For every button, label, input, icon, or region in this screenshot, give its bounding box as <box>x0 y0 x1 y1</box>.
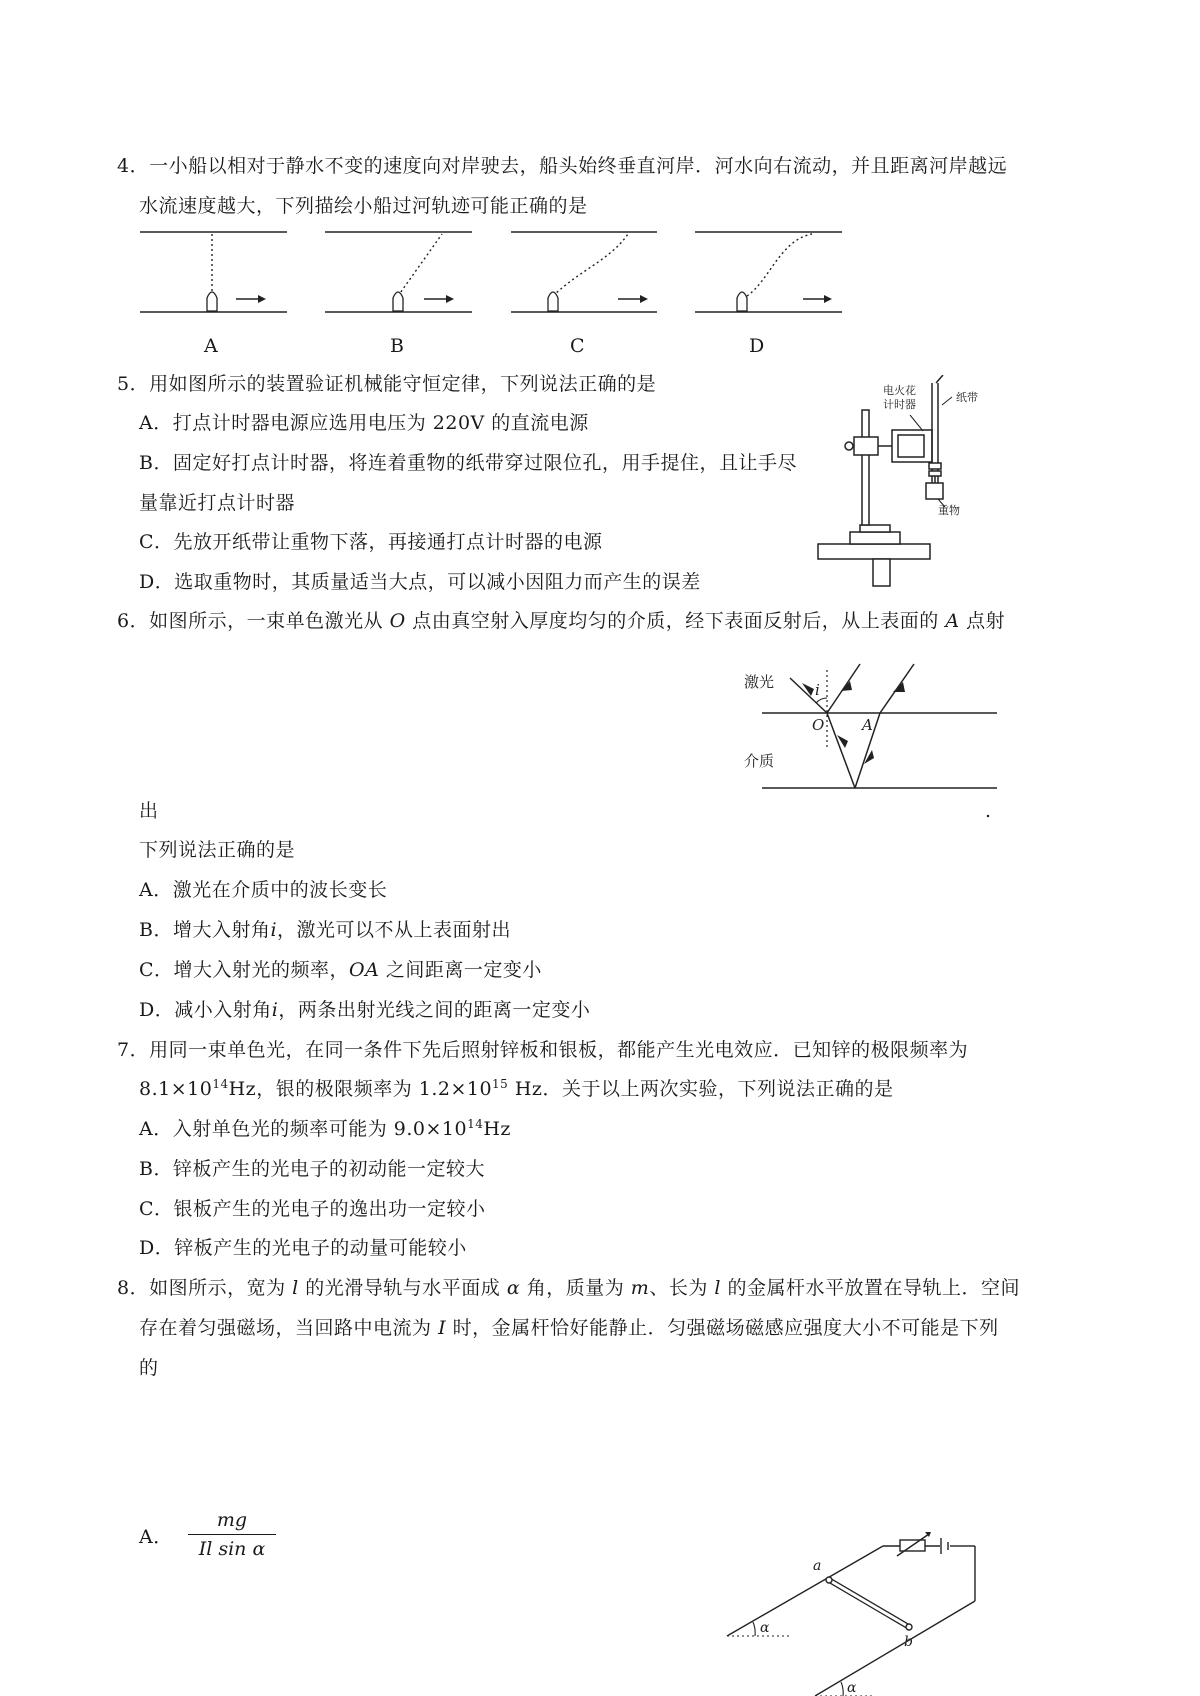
q8-text-1b: 的光滑导轨与水平面成 <box>305 1277 501 1299</box>
q5-stem-text: 用如图所示的装置验证机械能守恒定律，下列说法正确的是 <box>149 373 657 395</box>
q4-text-1: 一小船以相对于静水不变的速度向对岸驶去，船头始终垂直河岸．河水向右流动，并且距离河岸越远 <box>149 155 1008 177</box>
q7-zinc-freq: 8.1×10 <box>139 1078 213 1100</box>
q8-line-2 <box>139 1315 999 1341</box>
q7-option-a-text: A．入射单色光的频率可能为 9.0×10 <box>139 1118 468 1140</box>
q7-option-d: D．锌板产生的光电子的动量可能较小 <box>139 1237 467 1259</box>
q6-stem-tail: 出 <box>139 800 159 822</box>
q8-option-a-label: A． <box>139 1526 173 1548</box>
q4-figures <box>0 0 1200 370</box>
q5-apparatus-figure <box>810 375 1010 595</box>
q6-option-b-text-2: ，激光可以不从上表面射出 <box>277 919 512 941</box>
q8-fig-a-label: a <box>813 1558 822 1574</box>
q4-label-a: A <box>204 335 219 357</box>
q7-text-1: 用同一束单色光，在同一条件下先后照射锌板和银板，都能产生光电效应．已知锌的极限频率为 <box>149 1039 969 1061</box>
q4-number: 4． <box>117 155 150 177</box>
q8-text-1c: 角，质量为 <box>526 1277 625 1299</box>
q7-line-2 <box>139 1076 893 1102</box>
q8-text-2a: 存在着匀强磁场，当回路中电流为 <box>139 1317 432 1339</box>
q7-option-a <box>139 1116 511 1142</box>
q8-number: 8． <box>117 1277 150 1299</box>
q7-option-a-unit: Hz <box>483 1118 511 1140</box>
q6-var-o: O <box>389 610 406 632</box>
q6-stem-period: . <box>985 800 992 822</box>
q8-fig-alpha-label-2: α <box>847 1680 857 1696</box>
q8-var-i: I <box>438 1317 447 1339</box>
q7-option-c: C．银板产生的光电子的逸出功一定较小 <box>139 1198 486 1220</box>
q4-text-2: 水流速度越大，下列描绘小船过河轨迹可能正确的是 <box>139 195 588 217</box>
q6-option-b <box>139 917 511 943</box>
q6-stem-part-1: 如图所示，一束单色激光从 <box>149 610 384 632</box>
q8-text-1d: 、长为 <box>649 1277 708 1299</box>
q7-silver-freq: Hz，银的极限频率为 1.2×10 <box>228 1078 493 1100</box>
q8-var-l: l <box>292 1277 299 1299</box>
q4-figure-c <box>511 232 657 312</box>
q6-fig-medium-label: 介质 <box>744 752 775 770</box>
q6-option-d-text-2: ，两条出射光线之间的距离一定变小 <box>278 999 591 1021</box>
q4-label-b: B <box>390 335 405 357</box>
q6-fig-a-label: A <box>862 716 873 734</box>
q4-figure-d <box>695 232 842 312</box>
q6-option-c-var: OA <box>349 959 380 981</box>
q8-text-1e: 的金属杆水平放置在导轨上．空间 <box>727 1277 1021 1299</box>
q6-stem-part-3: 点射 <box>966 610 1006 632</box>
q6-stem <box>117 608 1005 634</box>
q8-rail-figure <box>715 1526 1015 1696</box>
q8-option-a-numerator: mg <box>216 1509 248 1531</box>
q5-fig-timer-label-2: 计时器 <box>883 398 916 411</box>
q4-label-d: D <box>749 335 765 357</box>
q6-number: 6． <box>117 610 150 632</box>
q5-number: 5． <box>117 373 150 395</box>
q6-option-c <box>139 957 542 983</box>
q4-figure-a <box>140 232 287 312</box>
q5-option-a: A．打点计时器电源应选用电压为 220V 的直流电源 <box>139 412 589 434</box>
q5-option-b-line-1: B．固定好打点计时器，将连着重物的纸带穿过限位孔，用手提住，且让手尽 <box>139 452 797 474</box>
q5-option-c: C．先放开纸带让重物下落，再接通打点计时器的电源 <box>139 531 603 553</box>
q7-option-a-exp: 14 <box>467 1117 484 1131</box>
q7-line-1 <box>117 1037 968 1063</box>
q8-var-l-2: l <box>714 1277 721 1299</box>
q5-option-d: D．选取重物时，其质量适当大点，可以减小因阻力而产生的误差 <box>139 571 701 593</box>
q6-fig-laser-label: 激光 <box>744 673 775 691</box>
q6-option-d-text-1: D．减小入射角 <box>139 999 272 1021</box>
fraction-bar <box>188 1534 276 1535</box>
q4-figure-b <box>325 232 472 312</box>
q6-option-b-var: i <box>270 919 278 941</box>
q8-option-a-denominator: Il sin α <box>198 1538 266 1560</box>
q8-var-alpha: α <box>506 1277 521 1299</box>
q5-option-b-line-2: 量靠近打点计时器 <box>139 492 296 514</box>
q6-option-b-text-1: B．增大入射角 <box>139 919 271 941</box>
q8-fig-b-label: b <box>904 1634 913 1650</box>
q6-refraction-figure <box>742 650 1002 810</box>
q7-zinc-exp: 14 <box>212 1077 229 1091</box>
q5-stem <box>117 371 656 397</box>
q6-var-a: A <box>945 610 960 632</box>
q6-stem-part-2: 点由真空射入厚度均匀的介质，经下表面反射后，从上表面的 <box>412 610 939 632</box>
q6-prompt: 下列说法正确的是 <box>139 839 296 861</box>
q5-fig-weight-label: 重物 <box>938 504 960 517</box>
q6-fig-o-label: O <box>812 716 825 734</box>
q7-text-2: Hz．关于以上两次实验，下列说法正确的是 <box>508 1078 894 1100</box>
q8-text-2b: 时，金属杆恰好能静止．匀强磁场磁感应强度大小不可能是下列 <box>452 1317 999 1339</box>
q5-fig-tape-label: 纸带 <box>956 391 978 404</box>
q6-option-a: A．激光在介质中的波长变长 <box>139 879 388 901</box>
q8-fig-alpha-label-1: α <box>760 1620 770 1636</box>
q8-option-a-fraction <box>188 1508 276 1561</box>
q6-option-c-text-1: C．增大入射光的频率， <box>139 959 350 981</box>
q6-fig-i-label: i <box>815 681 820 699</box>
q5-fig-timer-label-1: 电火花 <box>883 384 916 397</box>
q8-line-1 <box>117 1275 1020 1301</box>
q7-silver-exp: 15 <box>492 1077 509 1091</box>
q7-option-b: B．锌板产生的光电子的初动能一定较大 <box>139 1158 485 1180</box>
q4-label-c: C <box>570 335 586 357</box>
q6-option-d-var: i <box>271 999 279 1021</box>
q8-var-m: m <box>630 1277 650 1299</box>
q8-line-3: 的 <box>139 1357 159 1379</box>
q6-option-d <box>139 997 590 1023</box>
q7-number: 7． <box>117 1039 150 1061</box>
q8-text-1a: 如图所示，宽为 <box>149 1277 286 1299</box>
q6-option-c-text-2: 之间距离一定变小 <box>385 959 542 981</box>
